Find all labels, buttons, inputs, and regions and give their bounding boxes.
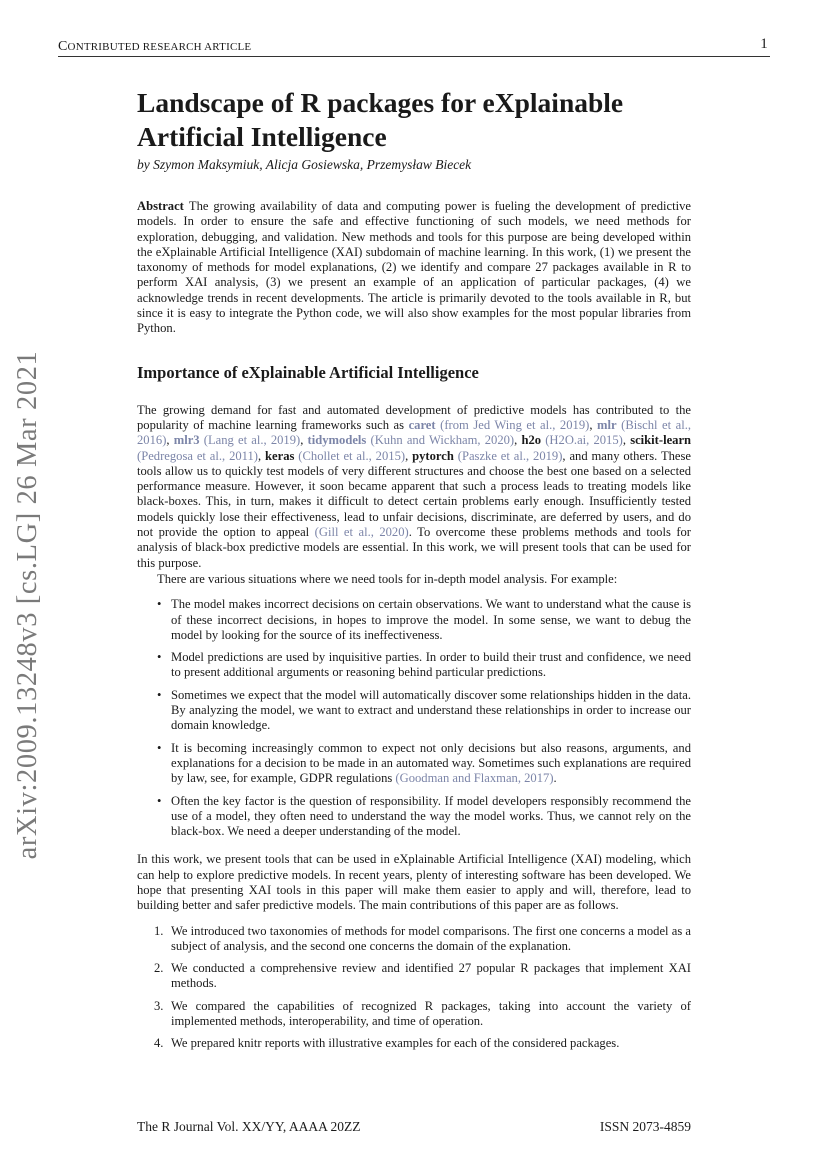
item-number: 2. xyxy=(154,961,164,976)
citation-link[interactable]: (H2O.ai, 2015) xyxy=(545,433,623,448)
citation-link[interactable]: (Gill et al., 2020) xyxy=(314,525,409,540)
contributions-list xyxy=(137,924,691,1052)
package-link-tidymodels[interactable]: tidymodels xyxy=(307,433,367,448)
section-heading: Importance of eXplainable Artificial Intelligence xyxy=(137,362,479,382)
citation-link[interactable]: (Pedregosa et al., 2011) xyxy=(137,448,258,463)
page-number: 1 xyxy=(760,36,768,52)
bullet-marker: • xyxy=(157,650,162,665)
list-item: 2. We conducted a comprehensive review and identified 27 popular R packages that implement XAI methods. xyxy=(154,961,691,991)
journal-info: The R Journal Vol. XX/YY, AAAA 20ZZ xyxy=(137,1119,361,1134)
package-name-keras: keras xyxy=(265,448,295,463)
abstract xyxy=(137,199,691,337)
bullet-marker: • xyxy=(157,793,162,808)
intro-paragraph: The growing demand for fast and automated development of predictive models has contributed to the popularity of machine learning frameworks such as caret (from Jed Wing et al., 2019), mlr (Bischl et al., 2016), mlr3 (Lang et al., 2019), tidymodels (Kuhn and Wickham, 2020), h2o (H2O.ai, 2015), scikit-learn (Pedregosa et al., 2011), keras (Chollet et al., 2015), pytorch (Paszke et al., 2019), and many others. These tools allow us to quickly test models of very different structures and choose the best one based on a selected performance measure. However, it soon became apparent that such a process leads to treating models like black-boxes. This, in turn, makes it difficult to detect certain problems early enough. Insufficiently tested models quickly lose their effectiveness, lead to unfair decisions, discriminate, are deferred by users, and do not provide the option to appeal (Gill et al., 2020). To overcome these problems methods and tools for analysis of black-box predictive models are essential. In this work, we will present tools that can be used for this purpose. xyxy=(137,402,692,570)
abstract-label: Abstract xyxy=(137,199,184,213)
author-byline: by Szymon Maksymiuk, Alicja Gosiewska, Przemysław Biecek xyxy=(137,157,472,172)
paper-title: Landscape of R packages for eXplainable Artificial Intelligence xyxy=(137,87,624,152)
bullet-marker: • xyxy=(157,597,162,612)
list-item: • Sometimes we expect that the model will automatically discover some relationships hidden in the data. By analyzing the model, we want to extract and understand these relationships in order to increase our domain knowledge. xyxy=(157,687,691,733)
situations-paragraph: There are various situations where we need tools for in-depth model analysis. For example: xyxy=(157,571,618,586)
citation-link[interactable]: (from Jed Wing et al., 2019) xyxy=(440,417,590,432)
list-item: • It is becoming increasingly common to expect not only decisions but also reasons, arguments, and explanations for a decision to be made in an automated way. Sometimes such explanations are required by law, see, for example, GDPR regulations (Goodman and Flaxman, 2017). xyxy=(157,740,691,786)
citation-link[interactable]: (Kuhn and Wickham, 2020) xyxy=(370,433,515,448)
list-item: • The model makes incorrect decisions on certain observations. We want to understand what the cause is of these incorrect decisions, in hopes to improve the model. In some sense, we want to debug the model by looking for the source of its ineffectiveness. xyxy=(157,597,691,642)
running-header xyxy=(58,36,770,57)
issn: ISSN 2073-4859 xyxy=(599,1119,691,1134)
package-name-pytorch: pytorch xyxy=(412,448,454,463)
package-link-mlr[interactable]: mlr xyxy=(597,417,617,432)
item-number: 4. xyxy=(154,1036,164,1051)
package-name-scikit-learn: scikit-learn xyxy=(630,433,692,448)
package-link-mlr3[interactable]: mlr3 xyxy=(173,433,200,448)
list-item: 3. We compared the capabilities of recognized R packages, taking into account the variety of implemented methods, interoperability, and time of operation. xyxy=(154,998,691,1029)
article-body xyxy=(137,86,691,1059)
citation-link[interactable]: (Bischl et al., 2016) xyxy=(137,417,692,448)
citation-link[interactable]: (Lang et al., 2019) xyxy=(203,433,301,448)
arxiv-stamp-text: arXiv:2009.13248v3 [cs.LG] 26 Mar 2021 xyxy=(12,350,43,860)
package-link-caret[interactable]: caret xyxy=(408,417,436,432)
package-name-h2o: h2o xyxy=(521,433,542,448)
arxiv-stamp xyxy=(8,350,48,860)
citation-link[interactable]: (Goodman and Flaxman, 2017) xyxy=(395,771,554,786)
list-item: 4. We prepared knitr reports with illustrative examples for each of the considered packages. xyxy=(154,1036,620,1051)
item-number: 1. xyxy=(154,923,164,938)
article-type-label: CONTRIBUTED RESEARCH ARTICLE xyxy=(58,39,252,54)
bullet-marker: • xyxy=(157,687,162,702)
citation-link[interactable]: (Chollet et al., 2015) xyxy=(298,448,406,463)
citation-link[interactable]: (Paszke et al., 2019) xyxy=(457,448,563,463)
list-item: • Often the key factor is the question of responsibility. If model developers responsibly recommend the use of a model, they often need to understand the way the model works. Thus, we cannot rely on the black-box. We need a deeper understanding of the model. xyxy=(157,793,691,839)
abstract-text: The growing availability of data and computing power is fueling the development of predictive models. In order to ensure the safe and effective functioning of such models, we need methods for exploration, debugging, and validation. New methods and tools for this purpose are being developed within the eXplainable Artificial Intelligence (XAI) subdomain of machine learning. In this work, (1) we present the taxonomy of methods for model explanations, (2) we identify and compare 27 packages available in R to perform XAI analysis, (3) we present an example of an application of particular packages, (4) we acknowledge trends in recent developments. The article is primarily devoted to the tools available in R, but since it is easy to integrate the Python code, we will also show examples for the most popular libraries from Python. xyxy=(137,199,691,336)
item-number: 3. xyxy=(154,998,164,1013)
list-item: 1. We introduced two taxonomies of methods for model comparisons. The first one concerns a model as a subject of analysis, and the second one concerns the domain of the explanation. xyxy=(154,923,691,953)
list-item: • Model predictions are used by inquisitive parties. In order to build their trust and confidence, we need to present additional arguments or reasoning behind particular predictions. xyxy=(157,650,691,680)
bullet-marker: • xyxy=(157,740,162,755)
situations-list xyxy=(137,597,691,839)
contributions-paragraph: In this work, we present tools that can be used in eXplainable Artificial Intelligence (XAI) modeling, which can help to explore predictive models. In recent years, plenty of interesting software has been developed. We hope that presenting XAI tools in this paper will make them easier to apply and will, therefore, lead to building better and safer predictive models. The main contributions of this paper are as follows. xyxy=(137,852,691,913)
